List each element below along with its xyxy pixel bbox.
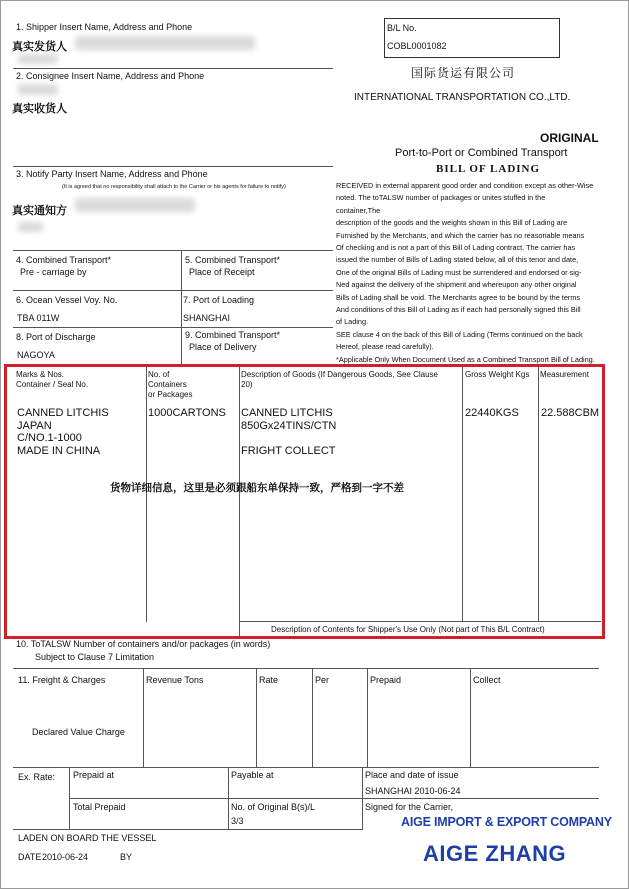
rate-label: Rate — [259, 675, 279, 685]
divider — [181, 250, 182, 366]
terms-line: description of the goods and the weights shown in this Bill of Lading are — [336, 218, 568, 228]
date-value: 2010-06-24 — [42, 852, 89, 862]
signed-for-label: Signed for the Carrier, — [365, 802, 454, 812]
consignee-value: 真实收货人 — [12, 102, 67, 115]
pre-carriage-label: Pre - carriage by — [20, 267, 87, 277]
notify-note: (It is agreed that no responsibility shall attach to the Carrier or his agents for failure to notify) — [62, 184, 286, 190]
place-date-issue-value: SHANGHAI 2010-06-24 — [365, 786, 461, 796]
transport-subtitle: Port-to-Port or Combined Transport — [395, 147, 568, 159]
terms-line: Hereof, please read carefully). — [336, 342, 434, 352]
divider — [143, 669, 144, 767]
terms-block — [336, 180, 608, 366]
shipper-redacted-2 — [18, 54, 58, 64]
containers-value: 1000CARTONS — [148, 407, 226, 419]
carrier-company-stamp: AIGE IMPORT & EXPORT COMPANY — [401, 815, 612, 829]
num-original-value: 3/3 — [231, 816, 244, 826]
notify-redacted — [75, 198, 195, 212]
divider — [470, 669, 471, 767]
vessel-value: TBA 011W — [17, 313, 60, 323]
total-prepaid-label: Total Prepaid — [73, 802, 126, 812]
terms-line: SEE clause 4 on the back of this Bill of Lading (Terms continued on the back — [336, 329, 583, 339]
terms-line: Bills of Lading shall be void. The Merchants agree to be bound by the terms — [336, 292, 581, 302]
document-title: BILL OF LADING — [436, 163, 541, 175]
per-label: Per — [315, 675, 330, 685]
divider — [13, 668, 599, 669]
divider — [13, 68, 333, 69]
divider — [13, 250, 333, 251]
place-date-issue-label: Place and date of issue — [365, 770, 459, 780]
port-discharge-label: 8. Port of Discharge — [16, 332, 96, 342]
divider — [256, 669, 257, 767]
terms-line: And conditions of this Bill of Lading as if each had personally signed this Bill — [336, 305, 581, 315]
terms-line: noted. The toTALSW number of packages or unites stuffed in the — [336, 193, 546, 203]
carrier-signature: AIGE ZHANG — [423, 841, 567, 866]
collect-label: Collect — [473, 675, 501, 685]
port-discharge-value: NAGOYA — [17, 350, 55, 360]
port-loading-label: 7. Port of Loading — [183, 295, 255, 305]
shipper-label: 1. Shipper Insert Name, Address and Phone — [16, 22, 193, 32]
total-packages-label: 10. ToTALSW Number of containers and/or packages (in words) — [16, 639, 271, 649]
col-measurement-header: Measurement — [540, 370, 589, 379]
notify-redacted-2 — [18, 222, 43, 232]
prepaid-label: Prepaid — [370, 675, 402, 685]
divider — [13, 767, 599, 768]
divider — [13, 166, 333, 167]
terms-line: Ned against the delivery of the shipment and whereupon any other original — [336, 280, 577, 290]
bl-number-label: B/L No. — [387, 23, 417, 33]
weight-value: 22440KGS — [465, 407, 519, 419]
terms-line: issued the number of Bills of Lading stated below, all of this tenor and date, — [336, 255, 579, 265]
combined-transport-label: 4. Combined Transport* — [16, 255, 112, 265]
goods-annotation: 货物详细信息，这里是必须跟船东单保持一致，严格到一字不差 — [110, 482, 404, 494]
payable-at-label: Payable at — [231, 770, 274, 780]
terms-line: One of the original Bills of Lading must be surrendered and endorsed or sig- — [336, 267, 582, 277]
shipper-value: 真实发货人 — [12, 40, 67, 53]
place-receipt-label: 5. Combined Transport* — [185, 255, 281, 265]
vessel-label: 6. Ocean Vessel Voy. No. — [16, 295, 118, 305]
by-label: BY — [120, 852, 133, 862]
notify-label: 3. Notify Party Insert Name, Address and Phone — [16, 169, 208, 179]
place-receipt-sub: Place of Receipt — [189, 267, 255, 277]
measurement-value: 22.588CBM — [541, 407, 600, 419]
contents-footer: Description of Contents for Shipper's Use Only (Not part of This B/L Contract) — [271, 625, 545, 634]
consignee-label: 2. Consignee Insert Name, Address and Phone — [16, 71, 205, 81]
divider — [13, 327, 333, 328]
terms-line: *Applicable Only When Document Used as a Combined Transport Bill of Lading. — [336, 354, 595, 364]
col-containers-header: No. of Containers or Packages — [148, 370, 193, 399]
shipper-redacted — [75, 36, 255, 50]
company-name-en: INTERNATIONAL TRANSPORTATION CO.,LTD. — [354, 92, 571, 103]
bl-number-value: COBL0001082 — [387, 41, 447, 51]
original-mark: ORIGINAL — [540, 131, 599, 145]
divider — [367, 669, 368, 767]
col-weight-header: Gross Weight Kgs — [465, 370, 530, 379]
goods-highlight-box — [4, 364, 605, 639]
divider — [13, 829, 363, 830]
col-marks-header: Marks & Nos. Container / Seal No. — [16, 370, 89, 389]
declared-value-label: Declared Value Charge — [32, 727, 125, 737]
consignee-redacted — [18, 84, 58, 95]
terms-line: of Lading. — [336, 317, 369, 327]
place-delivery-sub: Place of Delivery — [189, 342, 257, 352]
total-packages-sub: Subject to Clause 7 Limitation — [35, 652, 155, 662]
ex-rate-label: Ex. Rate: — [18, 772, 56, 782]
divider — [69, 798, 599, 799]
company-name-cn: 国际货运有限公司 — [411, 66, 516, 80]
laden-on-board-label: LADEN ON BOARD THE VESSEL — [18, 833, 157, 843]
place-delivery-label: 9. Combined Transport* — [185, 330, 281, 340]
col-description-header: Description of Goods (If Dangerous Goods, See Clause 20) — [241, 370, 438, 389]
terms-line: Furnished by the Merchants, and which the carrier has no reasonable means — [336, 230, 585, 240]
terms-line: container,The — [336, 205, 381, 215]
freight-charges-label: 11. Freight & Charges — [18, 675, 106, 685]
notify-value: 真实通知方 — [12, 204, 67, 217]
prepaid-at-label: Prepaid at — [73, 770, 115, 780]
marks-value: CANNED LITCHIS JAPAN C/NO.1-1000 MADE IN CHINA — [17, 407, 109, 457]
num-original-label: No. of Original B(s)/L — [231, 802, 316, 812]
terms-line: Of checking and is not a part of this Bill of Lading contract. The carrier has — [336, 243, 576, 253]
port-loading-value: SHANGHAI — [183, 313, 231, 323]
description-value: CANNED LITCHIS 850Gx24TINS/CTN FRIGHT COLLECT — [241, 407, 337, 457]
date-label: DATE — [18, 852, 42, 862]
divider — [13, 290, 333, 291]
terms-line: RECEIVED in external apparent good order and condition except as other-Wise — [336, 181, 594, 190]
divider — [312, 669, 313, 767]
revenue-tons-label: Revenue Tons — [146, 675, 204, 685]
